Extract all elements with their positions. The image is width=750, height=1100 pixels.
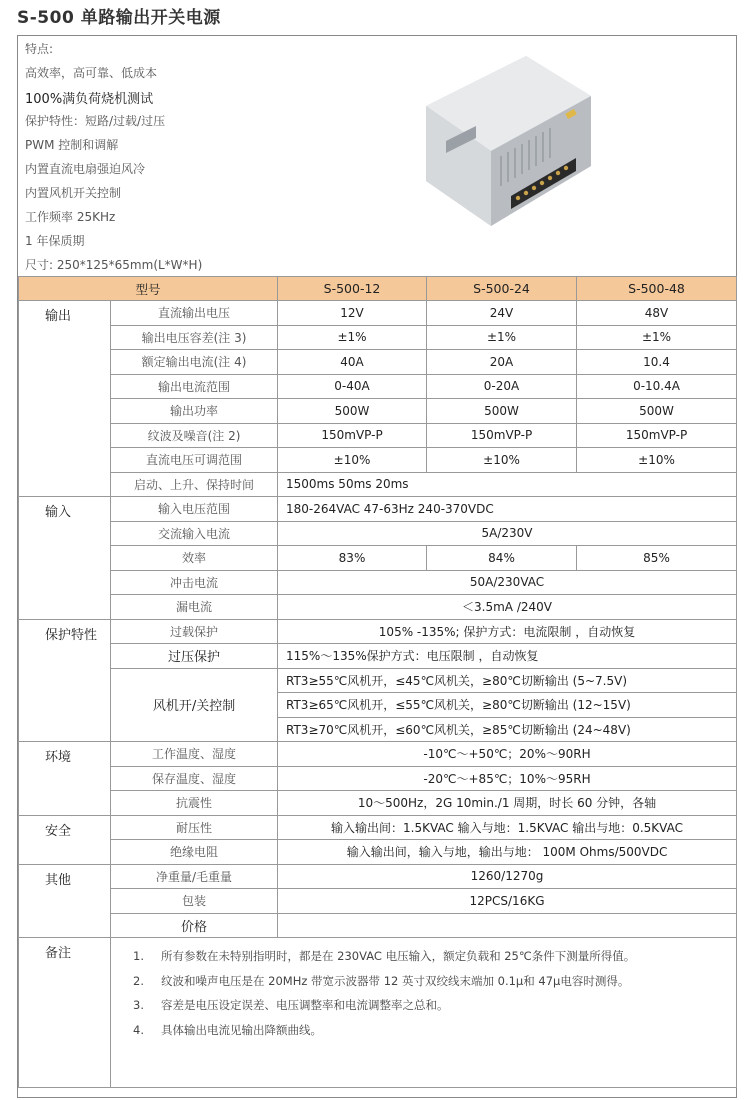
row-label: 启动、上升、保持时间 <box>111 472 278 497</box>
model-name: S-500-48 <box>577 277 737 301</box>
feature-line: 100%满负荷烧机测试 <box>25 92 154 107</box>
value-cell: 115%～135%保护方式：电压限制 ，自动恢复 <box>278 644 737 669</box>
note-text: 具体输出电流见输出降额曲线。 <box>161 1022 322 1037</box>
table-row <box>19 864 737 889</box>
notes-cell <box>111 938 737 1088</box>
model-name: S-500-24 <box>427 277 577 301</box>
feature-line: 1 年保质期 <box>25 234 85 248</box>
row-label: 纹波及噪音(注 2) <box>111 423 278 448</box>
feature-line: 保护特性：短路/过载/过压 <box>25 114 166 128</box>
value-cell: 5A/230V <box>278 521 737 546</box>
table-row <box>19 791 737 816</box>
table-row <box>19 546 737 571</box>
value-cell: 10.4 <box>577 350 737 375</box>
value-cell: 150mVP-P <box>427 423 577 448</box>
page-title: S-500 单路输出开关电源 <box>17 8 221 28</box>
value-cell: 1500ms 50ms 20ms <box>278 472 737 497</box>
table-row <box>19 619 737 644</box>
table-row <box>19 497 737 522</box>
row-label: 绝缘电阻 <box>111 840 278 865</box>
table-row <box>19 521 737 546</box>
note-text: 容差是电压设定误差、电压调整率和电流调整率之总和。 <box>161 998 449 1013</box>
value-cell: ±1% <box>577 325 737 350</box>
feature-line: 工作频率 25KHz <box>25 210 116 224</box>
row-label: 净重量/毛重量 <box>111 864 278 889</box>
row-label: 冲击电流 <box>111 570 278 595</box>
power-supply-image <box>416 46 596 236</box>
table-row <box>19 766 737 791</box>
row-label: 价格 <box>111 913 278 938</box>
value-cell: 500W <box>278 399 427 424</box>
value-cell: 180-264VAC 47-63Hz 240-370VDC <box>278 497 737 522</box>
section-label: 保护特性 <box>19 619 111 742</box>
note-text: 所有参数在未特别指明时，都是在 230VAC 电压输入，额定负载和 25℃条件下测量所得值。 <box>161 949 636 964</box>
value-cell: 50A/230VAC <box>278 570 737 595</box>
value-cell: 0-40A <box>278 374 427 399</box>
table-row <box>19 913 737 938</box>
section-label: 安全 <box>19 815 111 864</box>
value-cell: RT3≥70℃风机开，≤60℃风机关，≥85℃切断输出 (24~48V) <box>278 717 737 742</box>
table-row <box>19 399 737 424</box>
value-cell: 输入输出间，输入与地，输出与地： 100M Ohms/500VDC <box>278 840 737 865</box>
value-cell: 20A <box>427 350 577 375</box>
feature-line: PWM 控制和调解 <box>25 138 119 152</box>
value-cell: 1260/1270g <box>278 864 737 889</box>
value-cell: 48V <box>577 301 737 326</box>
row-label: 输出电压容差(注 3) <box>111 325 278 350</box>
row-label: 效率 <box>111 546 278 571</box>
value-cell: 150mVP-P <box>278 423 427 448</box>
table-row <box>19 815 737 840</box>
row-label: 直流输出电压 <box>111 301 278 326</box>
note-item <box>133 944 736 969</box>
model-label: 型号 <box>19 277 278 301</box>
model-name: S-500-12 <box>278 277 427 301</box>
features-panel <box>18 36 736 276</box>
value-cell: 0-10.4A <box>577 374 737 399</box>
table-row <box>19 644 737 669</box>
table-row <box>19 889 737 914</box>
spec-sheet <box>17 35 737 1098</box>
value-cell: 150mVP-P <box>577 423 737 448</box>
value-cell: -20℃～+85℃；10%～95RH <box>278 766 737 791</box>
row-label: 漏电流 <box>111 595 278 620</box>
table-row <box>19 301 737 326</box>
note-item <box>133 969 736 994</box>
value-cell: 40A <box>278 350 427 375</box>
value-cell: 输入输出间：1.5KVAC 输入与地：1.5KVAC 输出与地：0.5KVAC <box>278 815 737 840</box>
row-label: 包装 <box>111 889 278 914</box>
note-item <box>133 993 736 1018</box>
notes-row <box>19 938 737 1088</box>
value-cell: -10℃～+50℃；20%～90RH <box>278 742 737 767</box>
row-label: 过载保护 <box>111 619 278 644</box>
row-label: 交流输入电流 <box>111 521 278 546</box>
feature-line: 特点: <box>25 42 54 56</box>
value-cell: 85% <box>577 546 737 571</box>
value-cell: 12PCS/16KG <box>278 889 737 914</box>
value-cell: 105% -135%; 保护方式：电流限制 ，自动恢复 <box>278 619 737 644</box>
section-label: 其他 <box>19 864 111 938</box>
feature-line: 高效率，高可靠、低成本 <box>25 66 158 80</box>
value-cell <box>278 913 737 938</box>
value-cell: ±10% <box>278 448 427 473</box>
value-cell: 500W <box>427 399 577 424</box>
value-cell: 0-20A <box>427 374 577 399</box>
value-cell: 12V <box>278 301 427 326</box>
note-number: 1. <box>133 949 144 964</box>
row-label: 直流电压可调范围 <box>111 448 278 473</box>
note-number: 4. <box>133 1022 144 1037</box>
row-label: 工作温度、湿度 <box>111 742 278 767</box>
row-label: 过压保护 <box>111 644 278 669</box>
row-label: 额定输出电流(注 4) <box>111 350 278 375</box>
value-cell: ±10% <box>577 448 737 473</box>
row-label: 保存温度、湿度 <box>111 766 278 791</box>
section-label: 输入 <box>19 497 111 620</box>
feature-line: 内置直流电扇强迫风冷 <box>25 162 146 176</box>
section-label: 输出 <box>19 301 111 497</box>
table-row <box>19 374 737 399</box>
table-row <box>19 668 737 693</box>
value-cell: 500W <box>577 399 737 424</box>
table-row <box>19 448 737 473</box>
spec-table <box>18 276 737 1088</box>
value-cell: 83% <box>278 546 427 571</box>
row-label: 输出电流范围 <box>111 374 278 399</box>
row-label: 输入电压范围 <box>111 497 278 522</box>
table-row <box>19 472 737 497</box>
value-cell: RT3≥55℃风机开，≤45℃风机关，≥80℃切断输出 (5~7.5V) <box>278 668 737 693</box>
value-cell: 10～500Hz，2G 10min./1 周期，时长 60 分钟，各轴 <box>278 791 737 816</box>
row-label: 抗震性 <box>111 791 278 816</box>
note-number: 2. <box>133 973 144 988</box>
row-label: 耐压性 <box>111 815 278 840</box>
table-row <box>19 742 737 767</box>
section-label: 环境 <box>19 742 111 816</box>
section-label: 备注 <box>19 938 111 1088</box>
table-row <box>19 423 737 448</box>
table-row <box>19 840 737 865</box>
value-cell: ±1% <box>427 325 577 350</box>
table-row <box>19 325 737 350</box>
value-cell: RT3≥65℃风机开，≤55℃风机关，≥80℃切断输出 (12~15V) <box>278 693 737 718</box>
note-item <box>133 1018 736 1043</box>
value-cell: 24V <box>427 301 577 326</box>
value-cell: 84% <box>427 546 577 571</box>
row-label: 风机开/关控制 <box>111 668 278 742</box>
value-cell: ＜3.5mA /240V <box>278 595 737 620</box>
row-label: 输出功率 <box>111 399 278 424</box>
value-cell: ±10% <box>427 448 577 473</box>
table-row <box>19 595 737 620</box>
feature-line: 尺寸: 250*125*65mm(L*W*H) <box>25 258 203 272</box>
value-cell: ±1% <box>278 325 427 350</box>
model-header-row <box>19 277 737 301</box>
table-row <box>19 350 737 375</box>
table-row <box>19 570 737 595</box>
note-text: 纹波和噪声电压是在 20MHz 带宽示波器带 12 英寸双绞线末端加 0.1μ和 47μ电容时测得。 <box>161 973 630 988</box>
feature-line: 内置风机开关控制 <box>25 186 122 200</box>
note-number: 3. <box>133 998 144 1013</box>
